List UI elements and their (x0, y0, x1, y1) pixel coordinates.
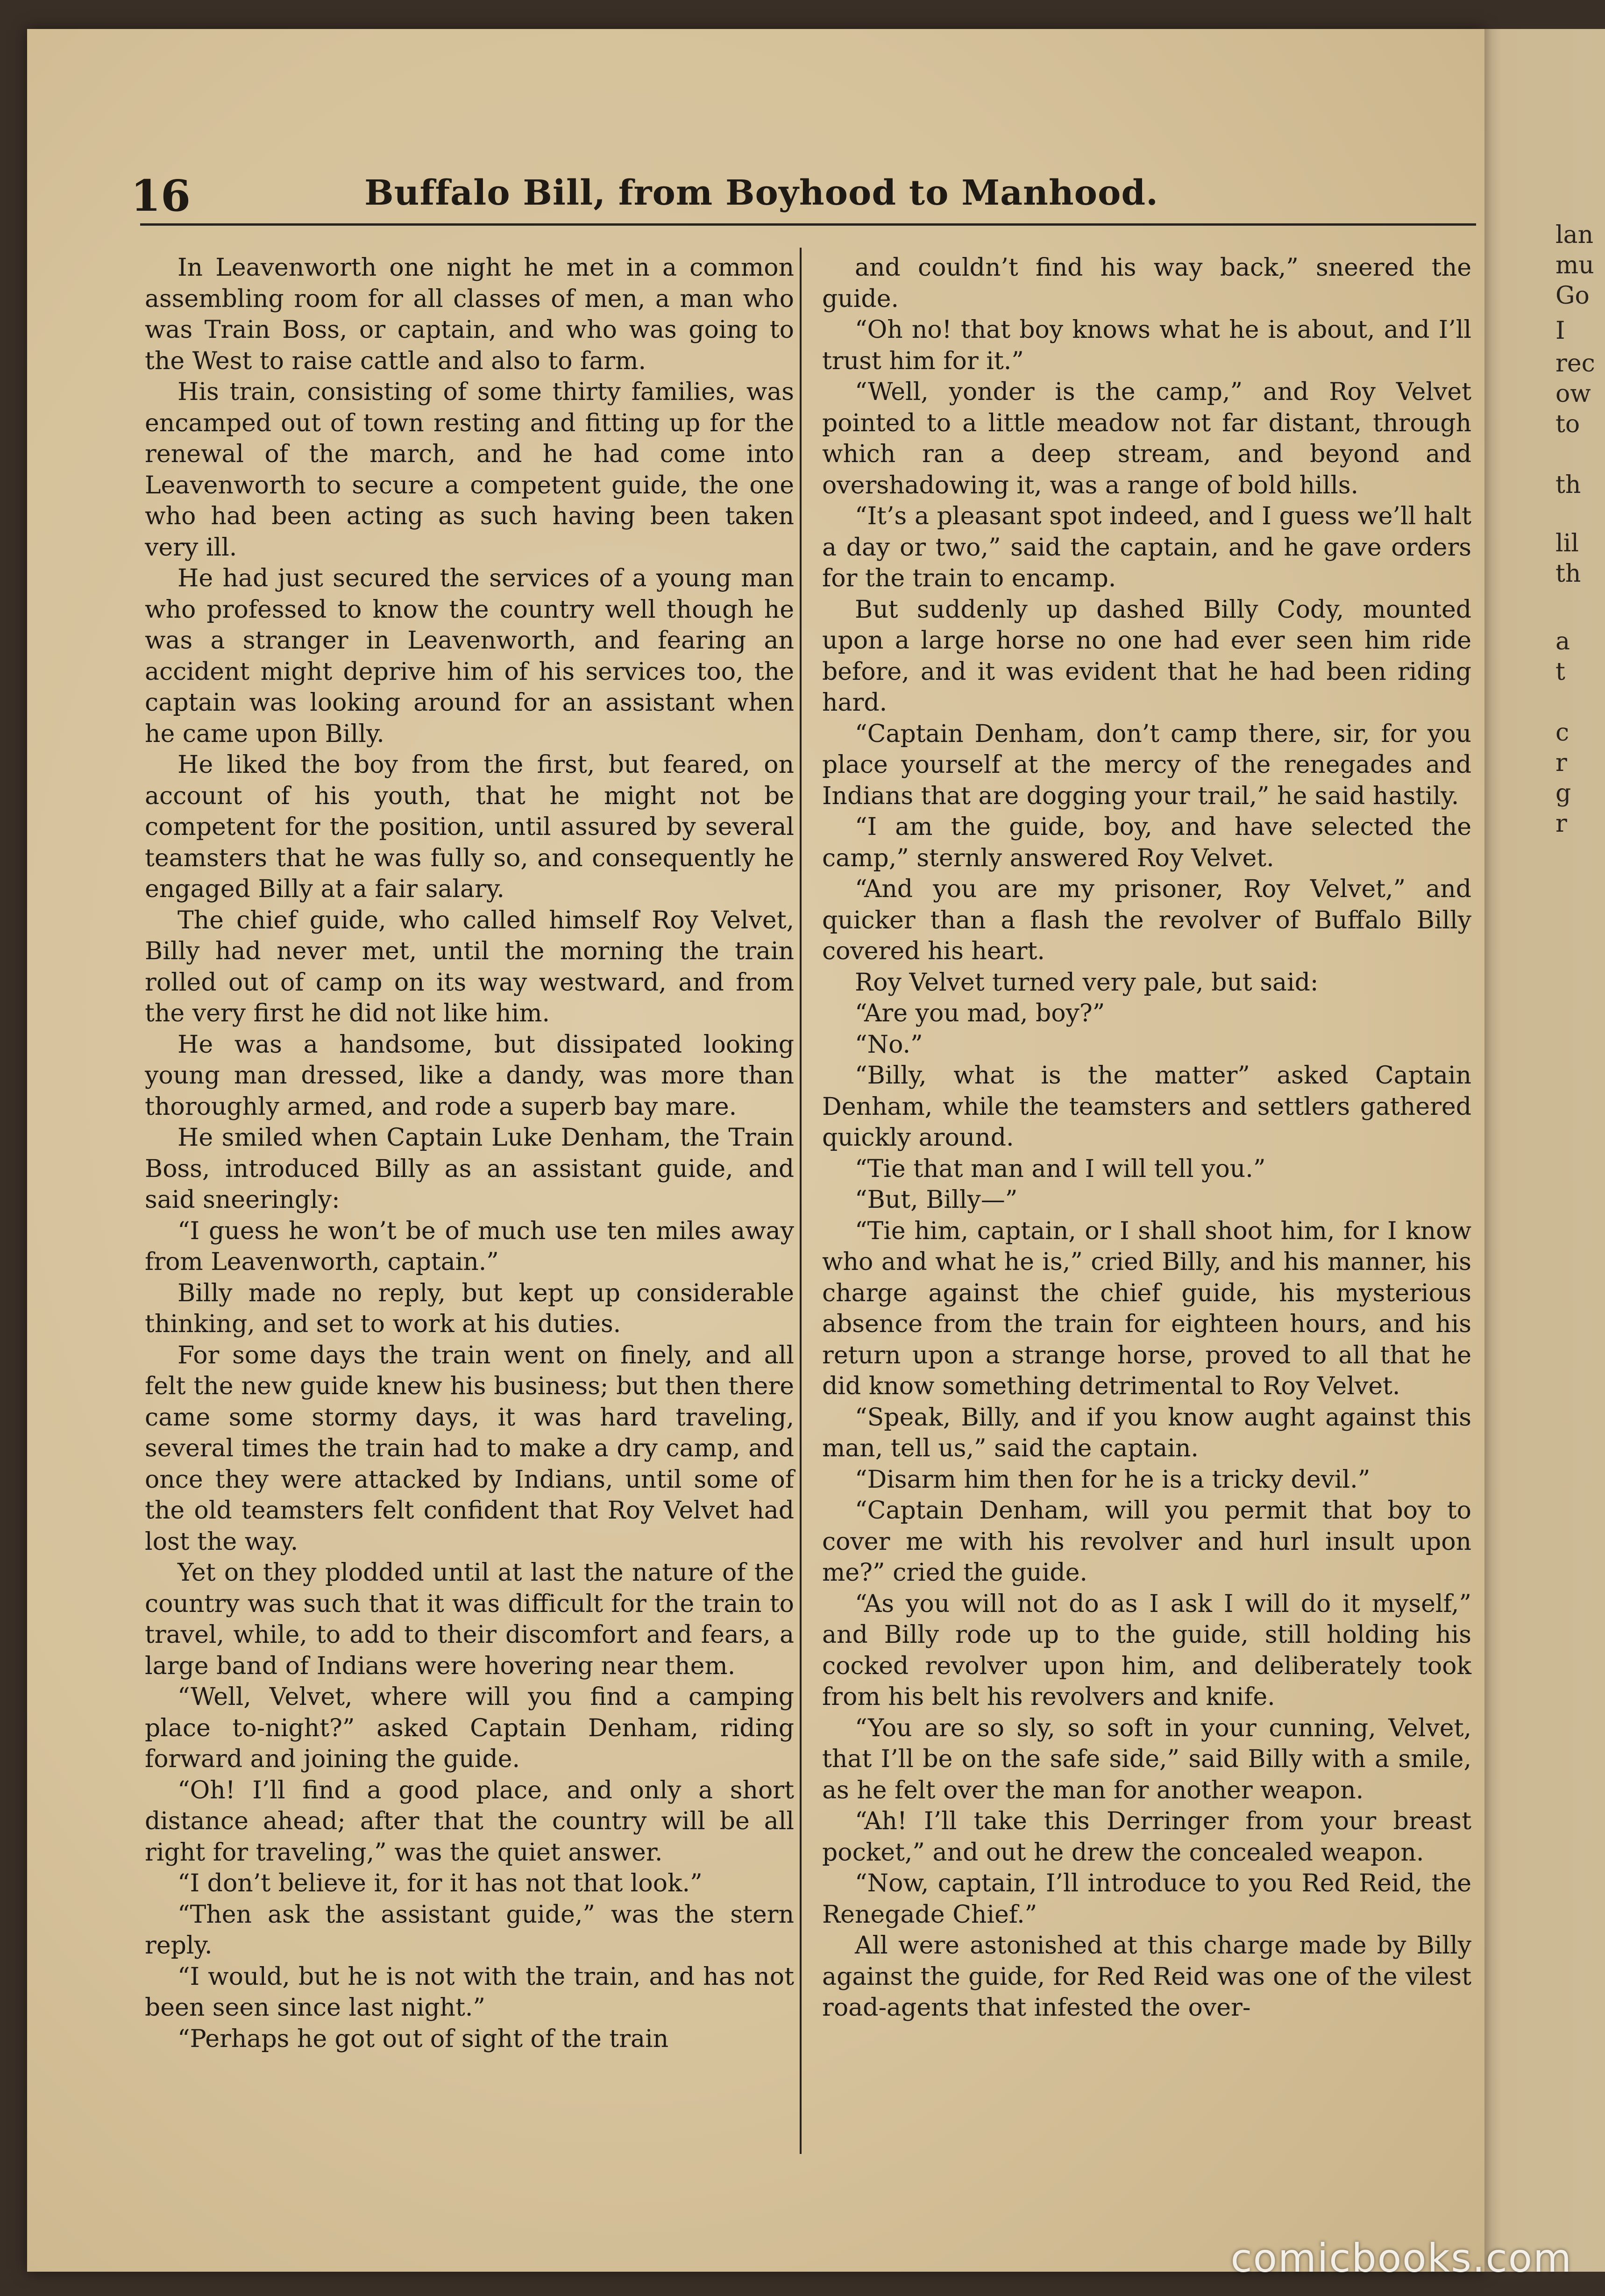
edge-fragment: to (1555, 410, 1580, 438)
paragraph: “But, Billy—” (855, 1186, 1018, 1214)
column-divider (800, 248, 802, 2154)
paragraph: But suddenly up dashed Billy Cody, mounted upon a large horse no one had ever seen him ride before, and it was evident that he had been riding hard. (822, 595, 1471, 717)
left-column (145, 252, 794, 2054)
paragraph: “Then ask the assistant guide,” was the stern reply. (145, 1900, 794, 1960)
edge-fragment: mu (1555, 251, 1594, 279)
paragraph: “It’s a pleasant spot indeed, and I guess we’ll halt a day or two,” said the captain, and he gave orders for the train to encamp. (822, 502, 1471, 592)
right-column (822, 252, 1471, 2024)
edge-fragment: r (1555, 810, 1567, 838)
paragraph: Billy made no reply, but kept up considerable thinking, and set to work at his duties. (145, 1279, 794, 1338)
edge-fragment: c (1555, 719, 1569, 747)
paragraph: He smiled when Captain Luke Denham, the Train Boss, introduced Billy as an assistant guide, and said sneeringly: (145, 1124, 794, 1214)
edge-fragment: r (1555, 749, 1567, 777)
edge-fragment: th (1555, 560, 1581, 588)
page-number: 16 (131, 171, 191, 221)
paragraph: In Leavenworth one night he met in a common assembling room for all classes of men, a man who was Train Boss, or captain, and who was going to the West to raise cattle and also to farm. (145, 254, 794, 375)
paragraph: “And you are my prisoner, Roy Velvet,” and quicker than a flash the revolver of Buffalo Billy covered his heart. (822, 875, 1471, 965)
paragraph: He had just secured the services of a young man who professed to know the country well though he was a stranger in Leavenworth, and fearing an accident might deprive him of his services too, the captain was looking around for an assistant when he came upon Billy. (145, 564, 794, 748)
paragraph: “Disarm him then for he is a tricky devil.” (855, 1465, 1371, 1494)
paragraph: “Perhaps he got out of sight of the train (178, 2025, 669, 2053)
running-title: Buffalo Bill, from Boyhood to Manhood. (364, 173, 1158, 213)
edge-fragment: lil (1555, 529, 1579, 557)
paragraph: “No.” (855, 1030, 923, 1059)
paragraph: and couldn’t find his way back,” sneered the guide. (822, 254, 1471, 313)
paragraph: “Are you mad, boy?” (855, 999, 1105, 1027)
edge-fragment: t (1555, 658, 1565, 686)
paragraph: His train, consisting of some thirty families, was encamped out of town resting and fitting up for the renewal of the march, and he had come into Leavenworth to secure a competent guide, the one who had been acting as such having been taken very ill. (145, 378, 794, 562)
edge-fragment: lan (1555, 221, 1594, 249)
paragraph: “Ah! I’ll take this Derringer from your breast pocket,” and out he drew the concealed weapon. (822, 1807, 1471, 1867)
edge-fragment: Go (1555, 282, 1590, 310)
paragraph: “Captain Denham, will you permit that boy to cover me with his revolver and hurl insult upon me?” cried the guide. (822, 1497, 1471, 1587)
paragraph: The chief guide, who called himself Roy Velvet, Billy had never met, until the morning the train rolled out of camp on its way westward, and from the very first he did not like him. (145, 906, 794, 1027)
edge-fragment: I (1555, 317, 1565, 345)
paragraph: “Oh! I’ll find a good place, and only a short distance ahead; after that the country will be all right for traveling,” was the quiet answer. (145, 1776, 794, 1867)
edge-fragment: rec (1555, 349, 1595, 378)
paragraph: “Now, captain, I’ll introduce to you Red Reid, the Renegade Chief.” (822, 1869, 1471, 1929)
paragraph: “I guess he won’t be of much use ten miles away from Leavenworth, captain.” (145, 1217, 794, 1276)
paragraph: All were astonished at this charge made by Billy against the guide, for Red Reid was one of the vilest road-agents that infested the over- (822, 1932, 1471, 2022)
paragraph: “Well, Velvet, where will you find a camping place to-night?” asked Captain Denham, riding forward and joining the guide. (145, 1683, 794, 1773)
paragraph: “Billy, what is the matter” asked Captain Denham, while the teamsters and settlers gathered quickly around. (822, 1062, 1471, 1152)
paragraph: “I would, but he is not with the train, and has not been seen since last night.” (145, 1962, 794, 2022)
paragraph: “Well, yonder is the camp,” and Roy Velvet pointed to a little meadow not far distant, through which ran a deep stream, and beyond and overshadowing it, was a range of bold hills. (822, 378, 1471, 499)
edge-fragment: th (1555, 471, 1581, 499)
paragraph: “I don’t believe it, for it has not that look.” (178, 1869, 703, 1897)
paragraph: “Oh no! that boy knows what he is about, and I’ll trust him for it.” (822, 316, 1471, 375)
edge-fragment: g (1555, 779, 1571, 807)
paragraph: “Tie him, captain, or I shall shoot him, for I know who and what he is,” cried Billy, and his manner, his charge against the chief guide, his mysterious absence from the train for eighteen hours, and his return upon a strange horse, proved to all that he did know something detrimental to Roy Velvet. (822, 1217, 1471, 1400)
paragraph: Roy Velvet turned very pale, but said: (855, 968, 1319, 997)
paragraph: Yet on they plodded until at last the nature of the country was such that it was difficult for the train to travel, while, to add to their discomfort and fears, a large band of Indians were hovering near them. (145, 1559, 794, 1680)
watermark: comicbooks.com (1230, 2235, 1572, 2281)
paragraph: He liked the boy from the first, but feared, on account of his youth, that he might not be competent for the position, until assured by several teamsters that he was fully so, and consequently he engaged Billy at a fair salary. (145, 751, 794, 903)
paragraph: “Speak, Billy, and if you know aught against this man, tell us,” said the captain. (822, 1403, 1471, 1462)
edge-fragment: a (1555, 627, 1570, 656)
paragraph: For some days the train went on finely, and all felt the new guide knew his business; but then there came some stormy days, it was hard traveling, several times the train had to make a dry camp, and once they were attacked by Indians, until some of the old teamsters felt confident that Roy Velvet had lost the way. (145, 1341, 794, 1556)
paragraph: “Captain Denham, don’t camp there, sir, for you place yourself at the mercy of the renegades and Indians that are dogging your trail,” he said hastily. (822, 720, 1471, 810)
paragraph: “As you will not do as I ask I will do it myself,” and Billy rode up to the guide, still holding his cocked revolver upon him, and deliberately took from his belt his revolvers and knife. (822, 1590, 1471, 1711)
header-rule (140, 223, 1476, 226)
paragraph: “Tie that man and I will tell you.” (855, 1155, 1266, 1183)
edge-fragment: ow (1555, 380, 1591, 408)
paragraph: “You are so sly, so soft in your cunning, Velvet, that I’ll be on the safe side,” said Billy with a smile, as he felt over the man for another weapon. (822, 1714, 1471, 1804)
paragraph: He was a handsome, but dissipated looking young man dressed, like a dandy, was more than thoroughly armed, and rode a superb bay mare. (145, 1030, 794, 1121)
paragraph: “I am the guide, boy, and have selected the camp,” sternly answered Roy Velvet. (822, 813, 1471, 872)
